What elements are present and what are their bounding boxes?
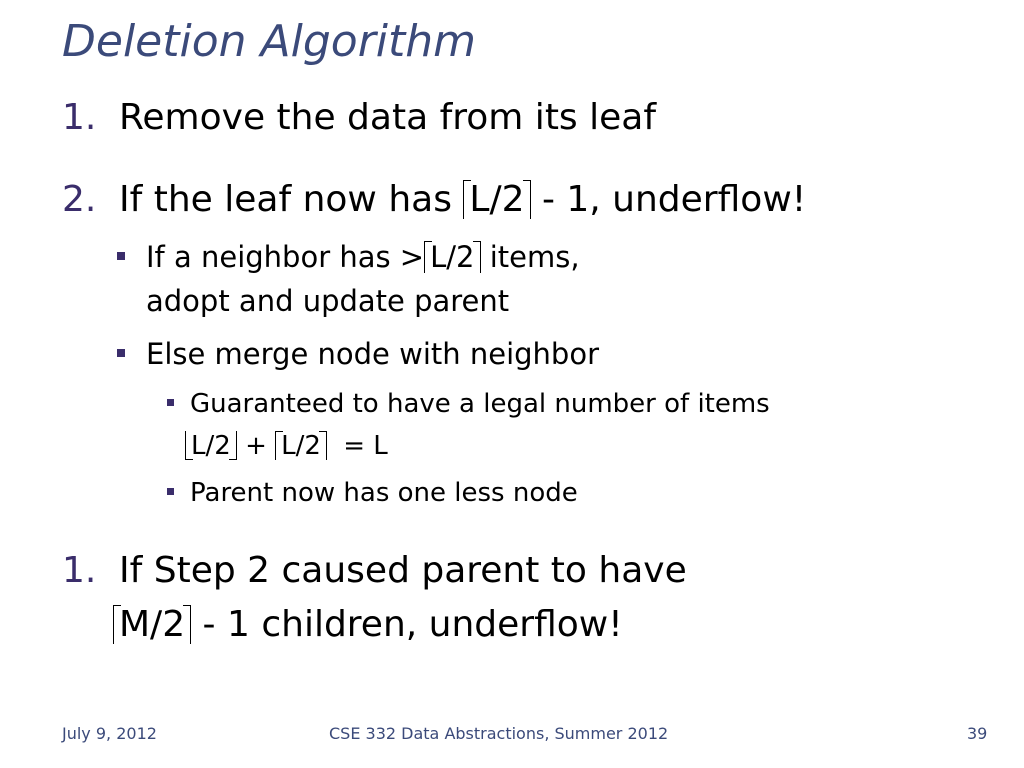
sub-bullet-1-text-before: If a neighbor has > [146,240,425,274]
slide-title: Deletion Algorithm [62,16,477,67]
sub-sub-bullet-1-line-1: Guaranteed to have a legal number of items [190,389,770,419]
step-2-line [119,178,806,222]
footer-date: July 9, 2012 [62,724,157,743]
ceiling-l-half: L/2 [463,182,530,218]
footer-course: CSE 332 Data Abstractions, Summer 2012 [329,724,669,743]
step-3-line-1: If Step 2 caused parent to have [119,550,687,591]
sub-bullet-1-line-2: adopt and update parent [146,284,510,318]
equals-l: = L [343,431,388,461]
step-1-number: 1. [62,97,97,138]
step-3-text-after: - 1 children, underflow! [202,604,623,645]
step-3-number: 1. [62,550,97,591]
ceiling-l-half: L/2 [424,243,480,272]
bullet-marker [117,349,125,357]
step-2-number: 2. [62,179,97,220]
footer-page-number: 39 [967,724,988,743]
floor-l-half: L/2 [185,433,237,459]
bullet-marker [167,488,174,495]
plus-sign: + [245,431,267,461]
step-3-line-2 [113,603,623,647]
sub-bullet-1-text-after: items, [489,240,580,274]
bullet-marker [167,399,174,406]
sub-sub-bullet-1-formula [185,430,388,462]
sub-bullet-1-line-1 [146,239,580,275]
sub-sub-bullet-2-text: Parent now has one less node [190,478,578,508]
sub-bullet-2-text: Else merge node with neighbor [146,337,599,371]
step-1-text: Remove the data from its leaf [119,97,657,138]
step-2-text-after: - 1, underflow! [541,179,807,220]
bullet-marker [117,252,125,260]
ceiling-l-half: L/2 [275,433,327,459]
ceiling-m-half: M/2 [113,607,191,643]
step-2-text-before: If the leaf now has [119,179,452,220]
